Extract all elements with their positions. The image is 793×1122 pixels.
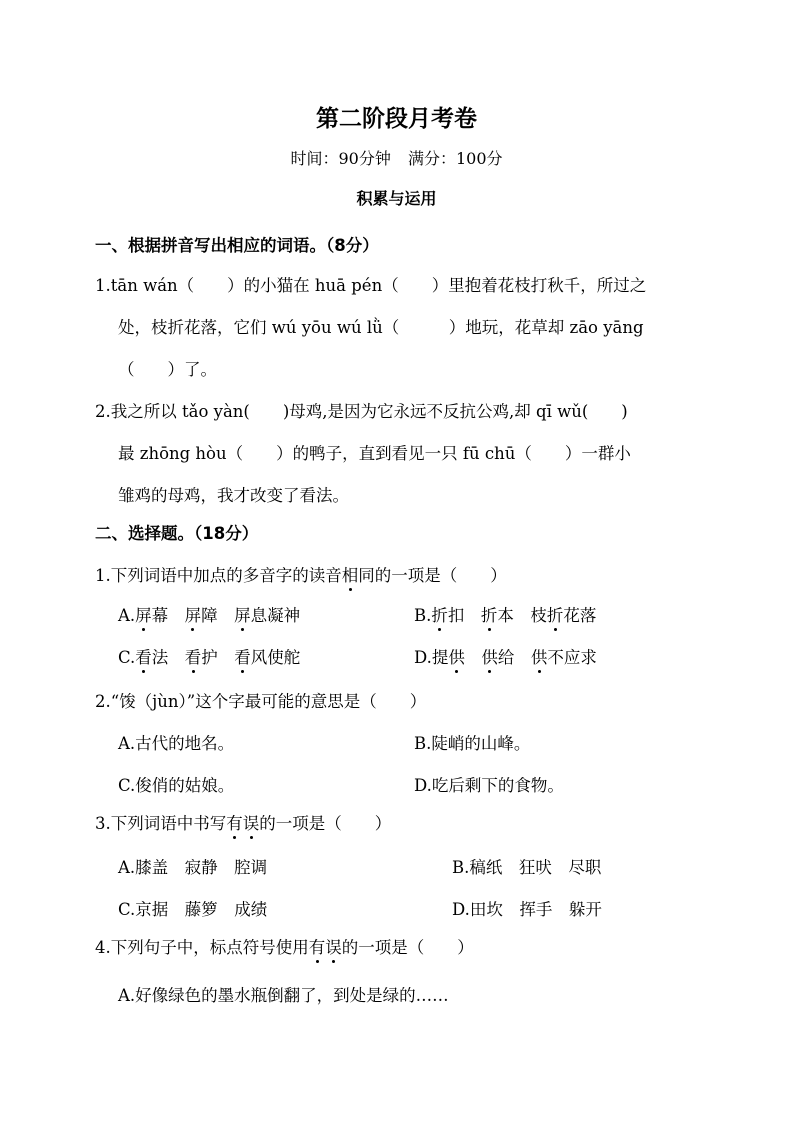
choice-q4-option-a: A.好像绿色的墨水瓶倒翻了，到处是绿的…… [118, 986, 449, 1005]
choice-q1-stem: 1.下列词语中加点的多音字的读音相同的一项是（ ） [95, 562, 507, 586]
full-score: 满分：100分 [407, 149, 503, 168]
choice-q2-stem: 2.“馂（jùn）”这个字最可能的意思是（ ） [95, 692, 427, 711]
page-title: 第二阶段月考卷 [316, 106, 477, 132]
q2-line3: 雏鸡的母鸡，我才改变了看法。 [118, 486, 349, 505]
q1-line3: （ ）了。 [118, 360, 217, 379]
part2-heading: 二、选择题。（18分） [95, 524, 259, 543]
choice-q3-stem: 3.下列词语中书写有误的一项是（ ） [95, 810, 391, 834]
choice-q3-option-d: D.田坎 挥手 躲开 [452, 900, 602, 919]
choice-q4-stem: 4.下列句子中，标点符号使用有误的一项是（ ） [95, 934, 474, 958]
q1-line1: 1.tān wán（ ）的小猫在 huā pén（ ）里抱着花枝打秋千，所过之 [95, 276, 647, 295]
emphasis-dot-char: 相 [342, 562, 359, 586]
time-limit: 时间：90分钟 [290, 149, 391, 168]
q1-line2: 处，枝折花落，它们 wú yōu wú lǜ（ ）地玩，花草却 zāo yāng [118, 318, 644, 337]
exam-meta [0, 146, 793, 169]
choice-q3-option-c: C.京据 藤箩 成绩 [118, 900, 268, 919]
choice-q3-option-b: B.稿纸 狂吠 尽职 [452, 858, 602, 877]
part1-heading: 一、根据拼音写出相应的词语。（8分） [95, 236, 379, 255]
choice-q1-option-b: B.折扣 折本 枝折花落 [414, 602, 596, 626]
choice-q2-option-a: A.古代的地名。 [118, 734, 235, 753]
choice-q1-option-d: D.提供 供给 供不应求 [414, 644, 597, 668]
choice-q1-option-c: C.看法 看护 看风使舵 [118, 644, 300, 668]
choice-q2-option-c: C.俊俏的姑娘。 [118, 776, 235, 795]
choice-q2-option-b: B.陡峭的山峰。 [414, 734, 531, 753]
choice-q3-option-a: A.膝盖 寂静 腔调 [118, 858, 268, 877]
q2-line2: 最 zhōng hòu（ ）的鸭子，直到看见一只 fū chū（ ）一群小 [118, 444, 631, 463]
choice-q2-option-d: D.吃后剩下的食物。 [414, 776, 564, 795]
choice-q1-option-a: A.屏幕 屏障 屏息凝神 [118, 602, 300, 626]
q2-line1: 2.我之所以 tǎo yàn( )母鸡,是因为它永远不反抗公鸡,却 qī wǔ( ) [95, 402, 628, 421]
section-title: 积累与运用 [356, 189, 437, 208]
